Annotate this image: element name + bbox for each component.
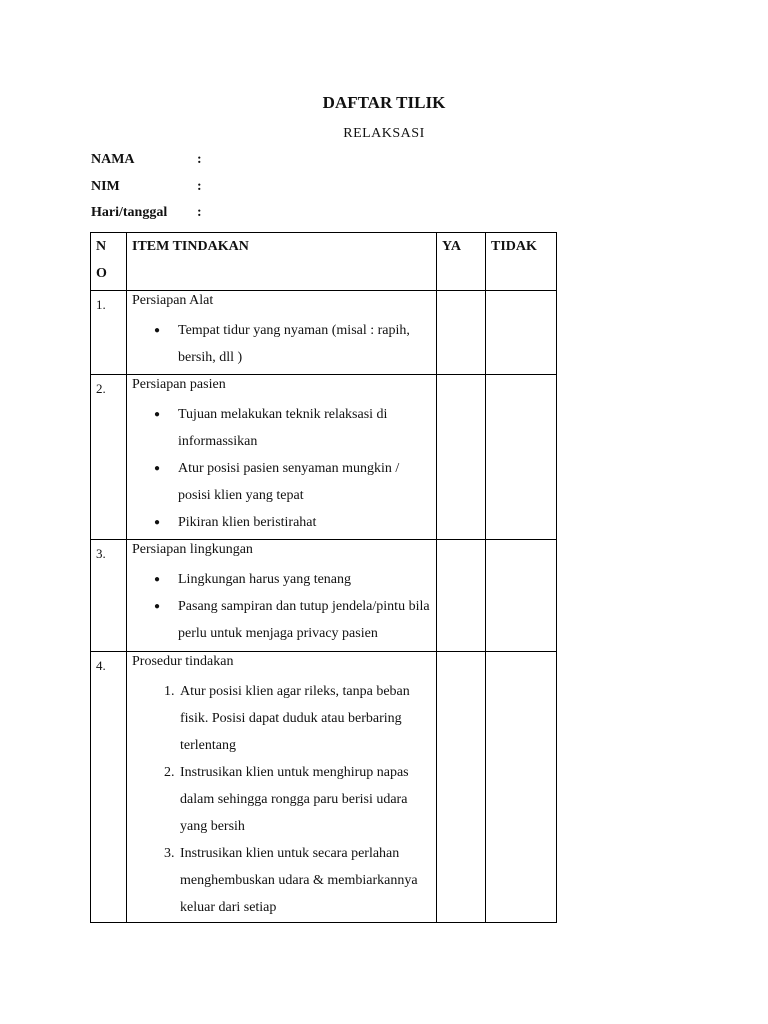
ya-cell[interactable]	[437, 291, 486, 375]
row-number: 2.	[91, 375, 127, 540]
header-tidak: TIDAK	[486, 233, 557, 291]
tidak-cell[interactable]	[486, 375, 557, 540]
field-label: Hari/tanggal	[91, 205, 168, 220]
header-item: ITEM TINDAKAN	[127, 233, 437, 291]
row-item	[127, 652, 437, 923]
row-number: 3.	[91, 540, 127, 652]
ya-cell[interactable]	[437, 540, 486, 652]
list-item: 1. Atur posisi klien agar rileks, tanpa beban fisik. Posisi dapat duduk atau berbaring terlentang	[178, 678, 431, 759]
field-colon: :	[197, 179, 202, 194]
bullet-list	[132, 317, 431, 371]
numbered-list	[132, 678, 431, 921]
tidak-cell[interactable]	[486, 540, 557, 652]
list-item: 2. Instrusikan klien untuk menghirup napas dalam sehingga rongga paru berisi udara yang bersih	[178, 759, 431, 840]
table-header-row	[91, 233, 557, 291]
tidak-cell[interactable]	[486, 291, 557, 375]
ya-cell[interactable]	[437, 375, 486, 540]
header-no: N O	[91, 233, 127, 291]
list-item: ● Tujuan melakukan teknik relaksasi di informassikan	[178, 401, 431, 455]
row-number: 4.	[91, 652, 127, 923]
document-title: DAFTAR TILIK	[322, 93, 446, 112]
field-colon: :	[197, 152, 202, 167]
list-item: 3. Instrusikan klien untuk secara perlahan menghembuskan udara & membiarkannya keluar dari setiap	[178, 840, 431, 921]
table-row	[91, 652, 557, 923]
row-number: 1.	[91, 291, 127, 375]
table-row	[91, 291, 557, 375]
row-item	[127, 291, 437, 375]
document-subtitle: RELAKSASI	[343, 126, 425, 141]
field-hari-tanggal	[91, 205, 202, 221]
tidak-cell[interactable]	[486, 652, 557, 923]
table-row	[91, 375, 557, 540]
field-nama	[91, 152, 202, 168]
bullet-list	[132, 401, 431, 536]
list-item: ● Tempat tidur yang nyaman (misal : rapih, bersih, dll )	[178, 317, 431, 371]
section-title: Persiapan pasien	[132, 377, 226, 392]
bullet-list	[132, 566, 431, 647]
list-item: ● Atur posisi pasien senyaman mungkin / posisi klien yang tepat	[178, 455, 431, 509]
list-item: ● Pikiran klien beristirahat	[178, 509, 431, 536]
header-ya: YA	[437, 233, 486, 291]
field-nim	[91, 179, 202, 195]
field-colon: :	[197, 205, 202, 220]
table-row	[91, 540, 557, 652]
field-label: NAMA	[91, 152, 135, 167]
section-title: Persiapan Alat	[132, 293, 214, 308]
checklist-table	[90, 232, 557, 923]
section-title: Persiapan lingkungan	[132, 542, 253, 557]
list-item: ● Pasang sampiran dan tutup jendela/pintu bila perlu untuk menjaga privacy pasien	[178, 593, 431, 647]
row-item	[127, 375, 437, 540]
ya-cell[interactable]	[437, 652, 486, 923]
field-label: NIM	[91, 179, 120, 194]
list-item: ● Lingkungan harus yang tenang	[178, 566, 431, 593]
row-item	[127, 540, 437, 652]
section-title: Prosedur tindakan	[132, 654, 234, 669]
